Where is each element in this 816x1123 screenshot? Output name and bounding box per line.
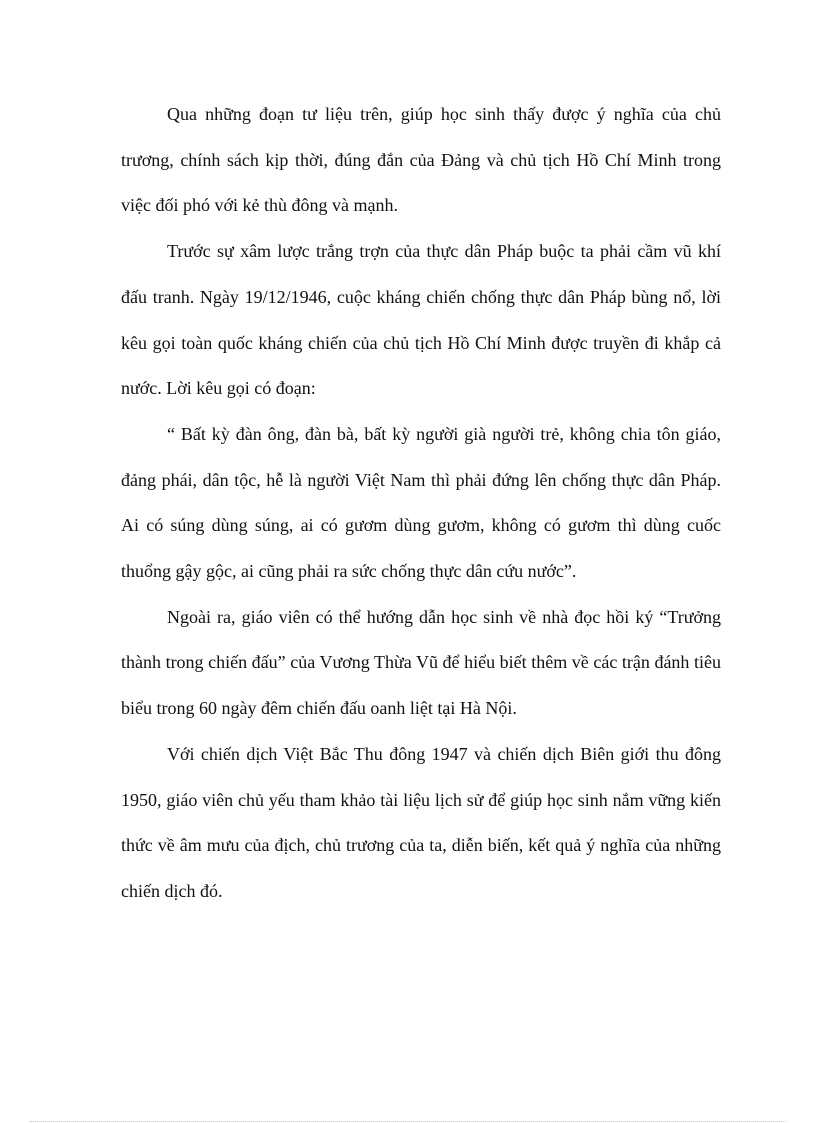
paragraph-summary: Qua những đoạn tư liệu trên, giúp học sinh thấy được ý nghĩa của chủ trương, chính sách kịp thời, đúng đắn của Đảng và chủ tịch Hồ Chí Minh trong việc đối phó với kẻ thù đông và mạnh. [121, 104, 721, 216]
document-body [121, 92, 721, 915]
page-bottom-rule [30, 1121, 786, 1122]
paragraph-memoir: Ngoài ra, giáo viên có thể hướng dẫn học sinh về nhà đọc hồi ký “Trưởng thành trong chiến đấu” của Vương Thừa Vũ để hiểu biết thêm về các trận đánh tiêu biểu trong 60 ngày đêm chiến đấu oanh liệt tại Hà Nội. [121, 606, 721, 719]
paragraph-invasion: Trước sự xâm lược trắng trợn của thực dân Pháp buộc ta phải cầm vũ khí đấu tranh. Ngày 19/12/1946, cuộc kháng chiến chống thực dân Pháp bùng nổ, lời kêu gọi toàn quốc kháng chiến của chủ tịch Hồ Chí Minh được truyền đi khắp cả nước. Lời kêu gọi có đoạn: [121, 241, 721, 399]
paragraph-quote: “ Bất kỳ đàn ông, đàn bà, bất kỳ người già người trẻ, không chia tôn giáo, đảng phái, dân tộc, hễ là người Việt Nam thì phải đứng lên chống thực dân Pháp. Ai có súng dùng súng, ai có gươm dùng gươm, không có gươm thì dùng cuốc thuổng gậy gộc, ai cũng phải ra sức chống thực dân cứu nước”. [121, 423, 721, 582]
paragraph-campaigns: Với chiến dịch Việt Bắc Thu đông 1947 và chiến dịch Biên giới thu đông 1950, giáo viên chủ yếu tham khảo tài liệu lịch sử để giúp học sinh nắm vững kiến thức về âm mưu của địch, chủ trương của ta, diễn biến, kết quả ý nghĩa của những chiến dịch đó. [121, 743, 721, 901]
